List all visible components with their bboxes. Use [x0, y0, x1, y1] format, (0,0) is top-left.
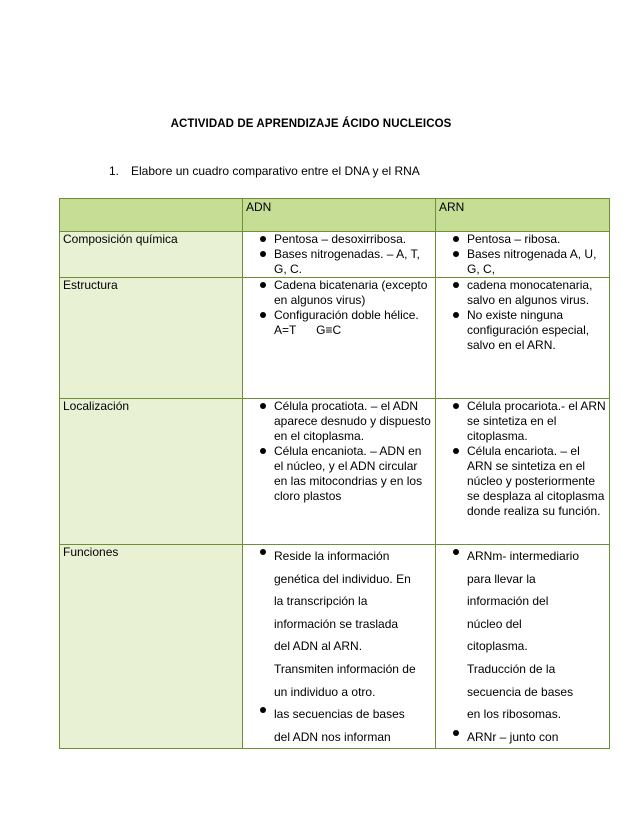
list-item: del ADN al ARN. — [274, 639, 363, 654]
list-item: Bases nitrogenada A, U, G, C, — [453, 247, 606, 277]
list-item: citoplasma. — [467, 639, 528, 654]
list-item: Traducción de la — [467, 661, 556, 676]
comparison-table — [59, 198, 610, 749]
list-item: Célula encaniota. – ADN en el núcleo, y el ADN circular en las mitocondrias y en los cloro plastos — [260, 444, 432, 504]
list-item: un individuo a otro. — [274, 684, 376, 699]
adn-cell — [243, 399, 436, 545]
list-item: para llevar la — [467, 571, 536, 586]
list-item: Célula procariota.- el ARN se sintetiza en el citoplasma. — [453, 399, 606, 444]
list-item: cadena monocatenaria, salvo en algunos virus. — [453, 278, 606, 308]
row-label: Estructura — [60, 278, 243, 399]
arn-cell — [436, 232, 610, 278]
list-item: Célula encariota. – el ARN se sintetiza en el núcleo y posteriormente se desplaza al citoplasma donde realiza su función. — [453, 444, 606, 519]
header-cell-empty — [60, 199, 243, 232]
row-label: Funciones — [60, 545, 243, 749]
table-row — [60, 278, 610, 399]
question-number: 1. — [109, 164, 120, 178]
list-item: Bases nitrogenadas. – A, T, G, C. — [260, 247, 432, 277]
list-item: en los ribosomas. — [467, 707, 562, 722]
question-item — [109, 164, 420, 178]
list-item: información se traslada — [274, 616, 399, 631]
list-item: del ADN nos informan — [274, 729, 391, 744]
document-title: ACTIVIDAD DE APRENDIZAJE ÁCIDO NUCLEICOS — [170, 118, 452, 130]
list-item: Reside la información — [260, 545, 432, 568]
list-item: Cadena bicatenaria (excepto en algunos virus) — [260, 278, 432, 308]
header-cell-adn: ADN — [243, 199, 436, 232]
list-item: genética del individuo. En — [274, 571, 411, 586]
table-row — [60, 399, 610, 545]
adn-cell — [243, 545, 436, 749]
list-item: Célula procatiota. – el ADN aparece desnudo y dispuesto en el citoplasma. — [260, 399, 432, 444]
list-item: ARNr – junto con — [453, 726, 606, 749]
question-text: Elabore un cuadro comparativo entre el DNA y el RNA — [131, 164, 420, 178]
adn-cell — [243, 232, 436, 278]
list-item: Pentosa – ribosa. — [453, 232, 606, 247]
arn-cell — [436, 278, 610, 399]
row-label: Composición química — [60, 232, 243, 278]
list-item: Pentosa – desoxirribosa. — [260, 232, 432, 247]
list-item: la transcripción la — [274, 594, 368, 609]
table-row — [60, 545, 610, 749]
table-row — [60, 232, 610, 278]
list-item: ARNm- intermediario — [453, 545, 606, 568]
row-label: Localización — [60, 399, 243, 545]
list-item: información del — [467, 594, 549, 609]
list-item: Configuración doble hélice. A=T G≡C — [260, 308, 432, 338]
header-cell-arn: ARN — [436, 199, 610, 232]
arn-cell — [436, 399, 610, 545]
list-item: las secuencias de bases — [260, 703, 432, 726]
adn-cell — [243, 278, 436, 399]
list-item: núcleo del — [467, 616, 522, 631]
list-item: Transmiten información de — [274, 661, 416, 676]
table-header-row — [60, 199, 610, 232]
arn-cell — [436, 545, 610, 749]
list-item: secuencia de bases — [467, 684, 574, 699]
list-item: No existe ninguna configuración especial, salvo en el ARN. — [453, 308, 606, 353]
